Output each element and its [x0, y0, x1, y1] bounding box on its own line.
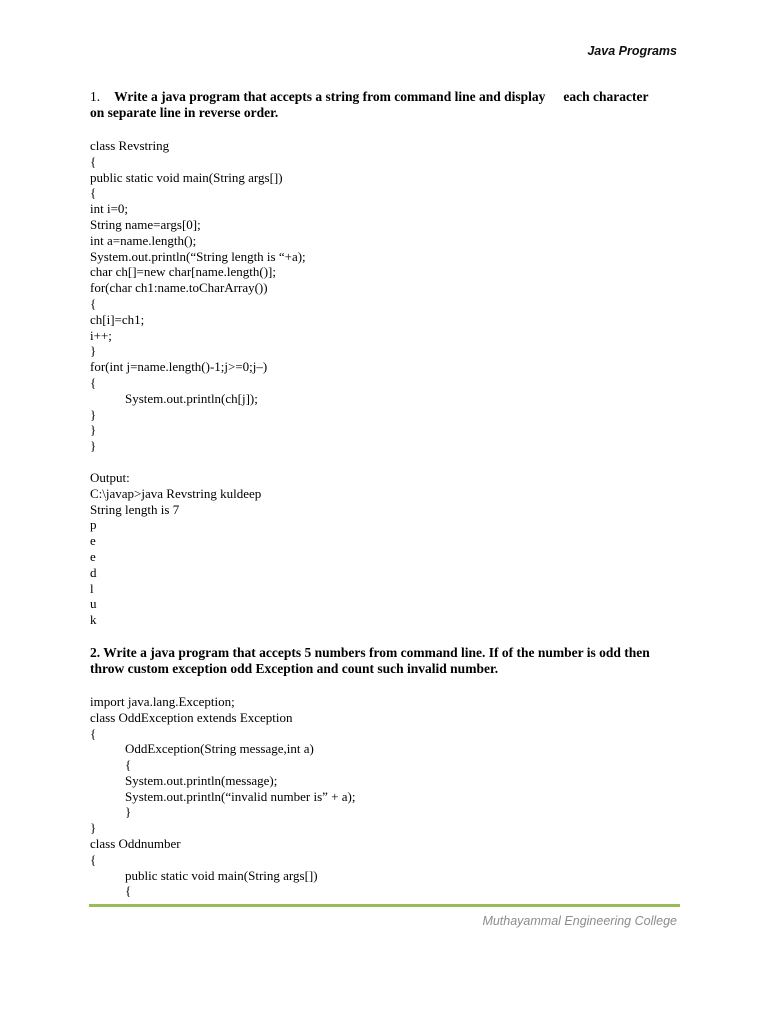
- code-line: {: [90, 725, 97, 741]
- code-line: }: [90, 422, 97, 438]
- code-block-2: [90, 694, 690, 899]
- code-line: i++;: [90, 327, 112, 343]
- code-line: {: [90, 185, 97, 201]
- document-body: [90, 89, 690, 899]
- footer-college-name: Muthayammal Engineering College: [482, 914, 677, 928]
- code-line: }: [90, 438, 97, 454]
- output-line: e: [90, 548, 96, 564]
- code-line: for(int j=name.length()-1;j>=0;j–): [90, 359, 268, 375]
- output-line: Output:: [90, 469, 130, 485]
- question-1-text-part2: each character: [563, 89, 649, 104]
- code-line: public static void main(String args[]): [90, 169, 283, 185]
- code-line: }: [90, 343, 97, 359]
- code-line: {: [125, 757, 132, 773]
- output-line: p: [90, 517, 97, 533]
- code-line: int a=name.length();: [90, 232, 197, 248]
- question-2-line2: throw custom exception odd Exception and count such invalid number.: [90, 660, 499, 676]
- code-line: ch[i]=ch1;: [90, 311, 145, 327]
- output-line: u: [90, 596, 97, 612]
- code-line: class OddException extends Exception: [90, 709, 293, 725]
- output-line: C:\javap>java Revstring kuldeep: [90, 485, 262, 501]
- output-line: String length is 7: [90, 501, 180, 517]
- code-line: System.out.println(message);: [125, 772, 278, 788]
- question-2-line1: 2. Write a java program that accepts 5 numbers from command line. If of the number is odd then: [90, 644, 650, 660]
- code-line: class Oddnumber: [90, 836, 181, 852]
- code-line: int i=0;: [90, 201, 129, 217]
- code-line: for(char ch1:name.toCharArray()): [90, 280, 268, 296]
- code-line: }: [90, 406, 97, 422]
- code-line: {: [125, 883, 132, 899]
- code-line: char ch[]=new char[name.length()];: [90, 264, 276, 280]
- code-line: }: [90, 820, 97, 836]
- code-line: {: [90, 153, 97, 169]
- code-line: {: [90, 851, 97, 867]
- question-1-text-line2: on separate line in reverse order.: [90, 105, 279, 120]
- code-line: {: [90, 374, 97, 390]
- code-line: System.out.println(“invalid number is” + a);: [125, 788, 356, 804]
- footer-rule: [89, 904, 680, 907]
- code-line: System.out.println(“String length is “+a);: [90, 248, 306, 264]
- code-line: {: [90, 295, 97, 311]
- code-line: System.out.println(ch[j]);: [125, 390, 258, 406]
- question-1-text-part1: Write a java program that accepts a string from command line and display: [114, 89, 546, 104]
- output-block-1: [90, 470, 690, 628]
- code-line: import java.lang.Exception;: [90, 693, 235, 709]
- code-line: OddException(String message,int a): [125, 741, 314, 757]
- code-line: String name=args[0];: [90, 216, 201, 232]
- code-line: }: [125, 804, 132, 820]
- output-line: e: [90, 533, 96, 549]
- question-1-number: 1.: [90, 89, 101, 104]
- output-line: d: [90, 564, 97, 580]
- code-line: class Revstring: [90, 138, 170, 153]
- question-1: [90, 89, 690, 121]
- question-2: [90, 645, 690, 677]
- output-line: k: [90, 612, 97, 628]
- output-line: l: [90, 580, 94, 596]
- code-block-1: [90, 138, 690, 454]
- code-line: public static void main(String args[]): [125, 867, 318, 883]
- page-header-title: Java Programs: [587, 44, 677, 58]
